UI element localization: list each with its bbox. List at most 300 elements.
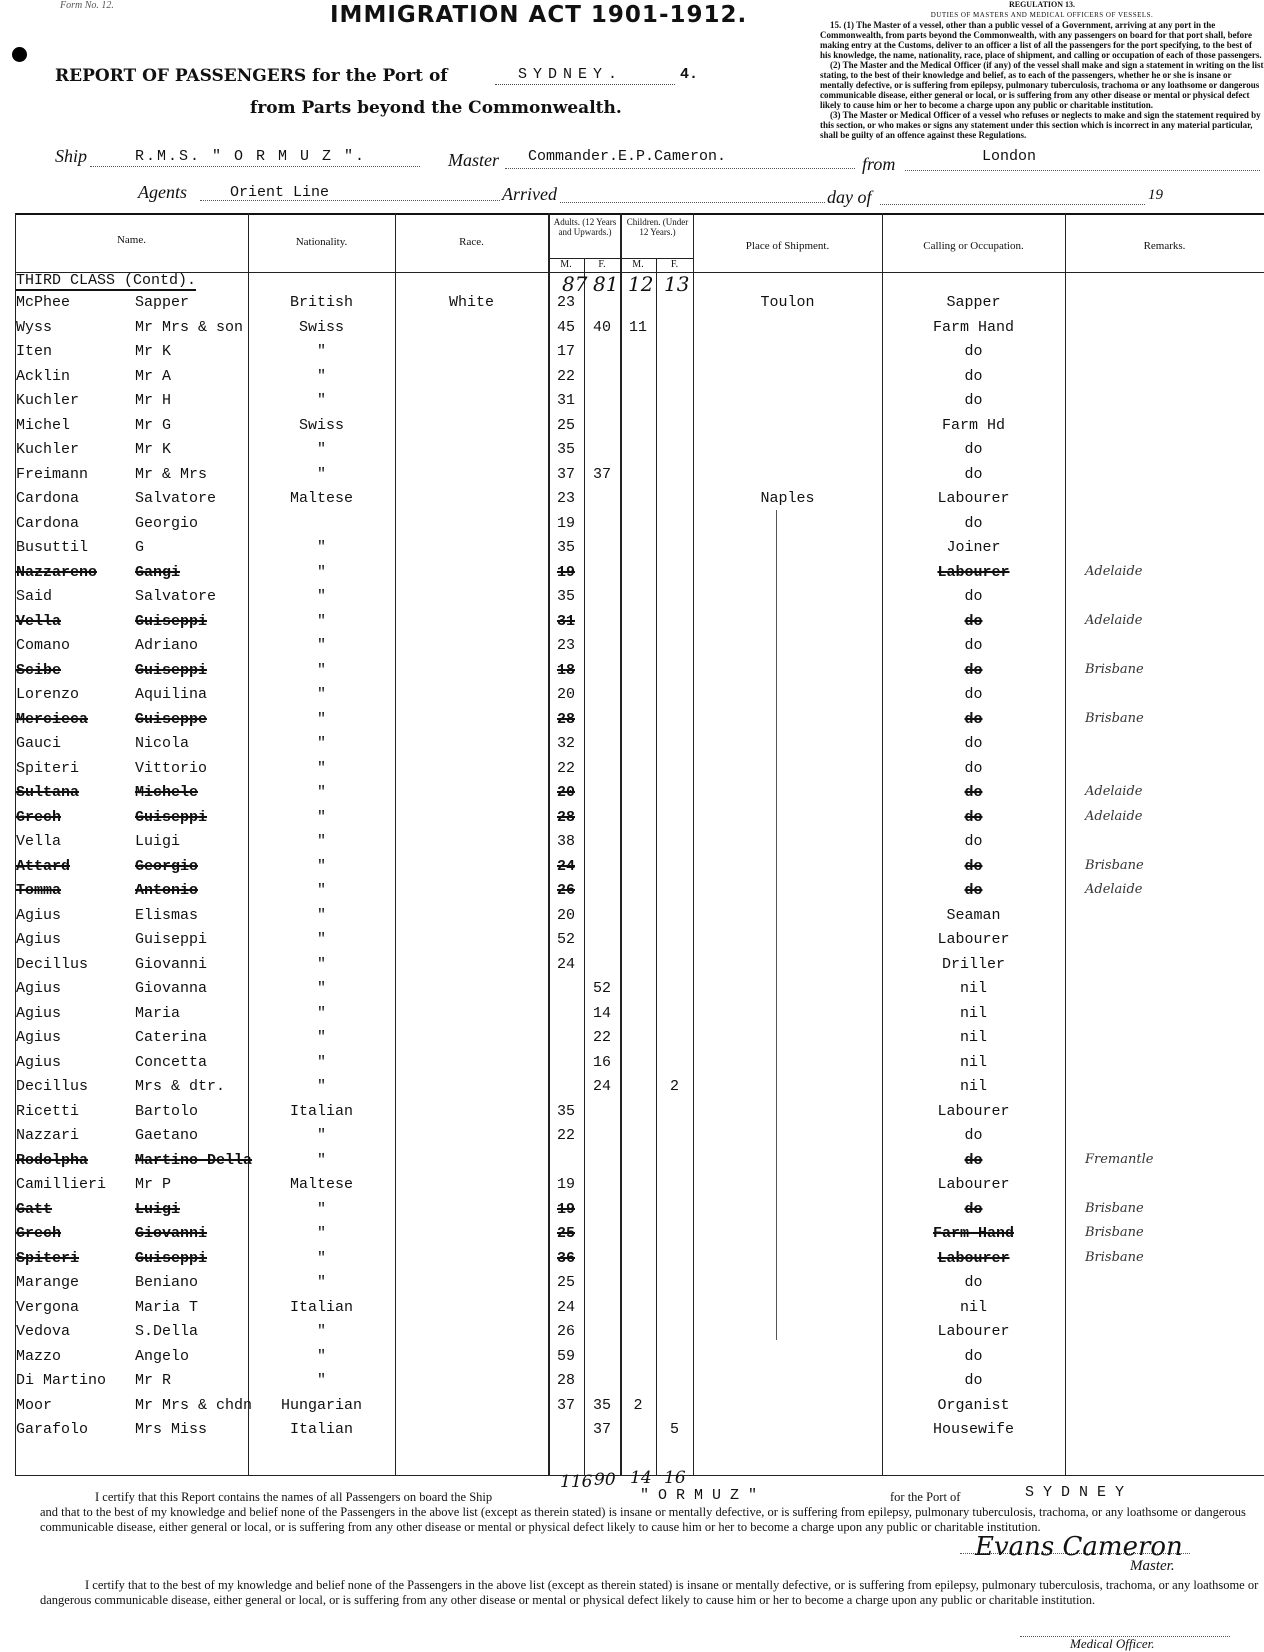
table-row <box>0 1174 1264 1197</box>
adult-male-age: 20 <box>556 686 575 703</box>
passenger-nationality: " <box>316 931 326 948</box>
master-label: Master <box>448 150 499 170</box>
passenger-surname: Iten <box>16 343 53 360</box>
passenger-given-name: Salvatore <box>135 588 217 605</box>
passenger-surname: Moor <box>16 1396 53 1414</box>
th-remarks: Remarks. <box>1143 240 1186 252</box>
th-child-m: M. <box>632 259 644 270</box>
passenger-surname: Busuttil <box>16 539 89 556</box>
cert-port-label: for the Port of <box>890 1490 961 1504</box>
adult-male-age: 22 <box>556 1127 575 1144</box>
remarks: Adelaide <box>1085 563 1143 579</box>
passenger-given-name: Luigi <box>135 1200 181 1218</box>
child-female-age: 5 <box>669 1421 679 1438</box>
table-row <box>0 537 1264 560</box>
passenger-given-name: Aquilina <box>135 686 208 703</box>
passenger-given-name: S.Della <box>135 1323 199 1340</box>
passenger-nationality: " <box>316 906 326 924</box>
passenger-given-name: Mr H <box>135 392 172 409</box>
table-row <box>0 1125 1264 1148</box>
adult-male-age: 24 <box>556 955 575 973</box>
adult-male-age: 23 <box>556 637 575 654</box>
adult-male-age: 37 <box>556 465 575 483</box>
adult-female-age: 52 <box>592 980 611 997</box>
passenger-surname: Decillus <box>16 955 89 973</box>
passenger-surname: Kuchler <box>16 392 80 409</box>
passenger-nationality: " <box>316 1200 326 1218</box>
occupation: do <box>964 808 983 826</box>
occupation: do <box>964 857 983 875</box>
adult-male-age: 19 <box>556 1176 575 1193</box>
table-row <box>0 439 1264 462</box>
passenger-given-name: Guiseppi <box>135 808 208 826</box>
passenger-nationality: Maltese <box>289 490 353 507</box>
remarks: Adelaide <box>1085 784 1143 799</box>
passenger-given-name: Bartolo <box>135 1102 199 1120</box>
remarks: Brisbane <box>1085 857 1144 873</box>
passenger-given-name: Mr Mrs & chdn <box>135 1396 253 1414</box>
table-row <box>0 635 1264 658</box>
adult-male-age: 25 <box>556 416 575 434</box>
passenger-surname: McPhee <box>16 294 71 311</box>
occupation: do <box>964 661 983 679</box>
child-female-age: 2 <box>669 1078 679 1095</box>
table-row <box>0 611 1264 634</box>
form-number: Form No. 12. <box>60 0 114 11</box>
occupation: do <box>964 1151 983 1169</box>
master-signature: Evans Cameron <box>975 1532 1183 1562</box>
occupation: nil <box>959 980 987 997</box>
remarks: Brisbane <box>1085 710 1144 726</box>
table-row <box>0 1076 1264 1099</box>
regulation-para-3: (3) The Master or Medical Officer of a vessel who refuses or neglects to make and sign the statement required by this section, or who makes or signs any statement under this section which is incorrect in any material particular, shall be guilty of an offence against these Regulations. <box>820 110 1261 140</box>
adult-female-age: 24 <box>592 1078 611 1095</box>
occupation: Sapper <box>946 294 1001 311</box>
adult-male-age: 32 <box>556 735 575 752</box>
passenger-given-name: Caterina <box>135 1029 208 1046</box>
remarks: Fremantle <box>1085 1151 1154 1167</box>
occupation: Labourer <box>937 563 1010 581</box>
passenger-surname: Agius <box>16 1004 62 1022</box>
table-row <box>0 929 1264 952</box>
passenger-given-name: Giovanna <box>135 980 208 997</box>
table-row <box>0 856 1264 879</box>
act-title: IMMIGRATION ACT 1901-1912. <box>330 2 748 28</box>
table-row <box>0 709 1264 732</box>
passenger-surname: Agius <box>16 931 62 948</box>
table-row <box>0 1003 1264 1026</box>
occupation: do <box>964 637 983 654</box>
passenger-surname: Wyss <box>16 318 53 336</box>
ship-line <box>90 166 420 167</box>
passenger-given-name: Guiseppe <box>135 710 208 728</box>
adult-male-age: 22 <box>556 367 575 385</box>
cert-ship: " O R M U Z " <box>640 1487 758 1504</box>
adult-male-age: 28 <box>556 710 575 728</box>
passenger-given-name: Georgio <box>135 857 199 875</box>
occupation: do <box>964 392 983 409</box>
report-label: REPORT OF PASSENGERS for the Port of <box>55 66 448 86</box>
port-name: SYDNEY. <box>518 66 624 83</box>
passenger-nationality: " <box>316 367 326 385</box>
th-children: Children. (Under 12 Years.) <box>626 217 689 237</box>
table-row <box>0 415 1264 438</box>
cert-port: S Y D N E Y <box>1025 1484 1125 1501</box>
year-label: 19 <box>1148 187 1163 203</box>
table-row <box>0 586 1264 609</box>
passenger-nationality: " <box>316 465 326 483</box>
passenger-nationality: " <box>316 588 326 605</box>
occupation: Organist <box>937 1396 1010 1414</box>
passenger-given-name: Elismas <box>135 906 199 924</box>
table-row <box>0 1150 1264 1173</box>
adult-female-age: 37 <box>592 1421 611 1438</box>
table-row <box>0 954 1264 977</box>
table-row <box>0 978 1264 1001</box>
passenger-surname: Garafolo <box>16 1421 89 1438</box>
cert-master-line1: I certify that this Report contains the names of all Passengers on board the Ship <box>95 1490 493 1504</box>
passenger-given-name: Vittorio <box>135 759 208 777</box>
passenger-surname: Sultana <box>16 784 80 801</box>
passenger-given-name: Martino Della <box>135 1151 253 1169</box>
occupation: do <box>964 1127 983 1144</box>
agents-label: Agents <box>138 182 187 202</box>
passenger-nationality: Swiss <box>298 416 344 434</box>
passenger-surname: Gatt <box>16 1200 53 1218</box>
passenger-nationality: " <box>316 857 326 875</box>
occupation: do <box>964 612 983 630</box>
adult-male-age: 45 <box>556 318 575 336</box>
from-parts: from Parts beyond the Commonwealth. <box>250 98 622 118</box>
adult-male-age: 20 <box>556 784 575 801</box>
passenger-given-name: Guiseppi <box>135 931 208 948</box>
table-row <box>0 488 1264 511</box>
passenger-surname: Cardona <box>16 490 80 507</box>
occupation: do <box>964 784 983 801</box>
occupation: Labourer <box>937 490 1010 507</box>
adult-male-age: 17 <box>556 343 575 360</box>
adult-female-age: 14 <box>592 1004 611 1022</box>
occupation: do <box>964 465 983 483</box>
agents-name: Orient Line <box>230 184 330 201</box>
passenger-surname: Tomma <box>16 882 62 899</box>
th-adult-m: M. <box>560 259 572 270</box>
passenger-nationality: " <box>316 661 326 679</box>
passenger-given-name: Gangi <box>135 563 181 581</box>
table-row <box>0 390 1264 413</box>
adult-male-age: 31 <box>556 392 575 409</box>
th-adults: Adults. (12 Years and Upwards.) <box>553 217 617 237</box>
passenger-surname: Spiteri <box>16 759 80 777</box>
from-label: from <box>862 154 896 174</box>
passenger-nationality: " <box>316 392 326 409</box>
passenger-given-name: Mr K <box>135 343 172 360</box>
passenger-nationality: " <box>316 1225 326 1242</box>
passenger-nationality: " <box>316 441 326 458</box>
adult-male-age: 38 <box>556 833 575 850</box>
passenger-surname: Said <box>16 588 53 605</box>
occupation: Labourer <box>937 1176 1010 1193</box>
passenger-nationality: " <box>316 1127 326 1144</box>
adult-male-age: 25 <box>556 1225 575 1242</box>
occupation: do <box>964 710 983 728</box>
occupation: Farm Hand <box>932 1225 1014 1242</box>
port-dotted-line <box>495 84 675 85</box>
adult-female-age: 37 <box>592 465 611 483</box>
passenger-given-name: Nicola <box>135 735 190 752</box>
passenger-given-name: Michele <box>135 784 199 801</box>
occupation: do <box>964 1347 983 1365</box>
passenger-nationality: " <box>316 833 326 850</box>
cert-master-text: and that to the best of my knowledge and belief none of the Passengers in the above list (except as therein stated) is insane or mentally defective, or is suffering from epilepsy, pulmonary tuberculosis, trachoma, or any loathsome or dangerous communicable disease, either general or local, or is suffering from any other disease or mental or physical defect likely to cause him or her to become a charge upon any public or charitable institution. <box>40 1505 1246 1534</box>
passenger-surname: Agius <box>16 906 62 924</box>
adult-male-age: 23 <box>556 490 575 507</box>
occupation: do <box>964 441 983 458</box>
passenger-surname: Gauci <box>16 735 62 752</box>
passenger-given-name: Antonio <box>135 882 199 899</box>
th-nationality: Nationality. <box>295 236 348 248</box>
passenger-nationality: " <box>316 1151 326 1169</box>
day-line <box>880 204 1145 205</box>
occupation: nil <box>959 1053 987 1071</box>
adult-male-age: 18 <box>556 661 575 679</box>
occupation: do <box>964 588 983 605</box>
occupation: do <box>964 759 983 777</box>
occupation: do <box>964 367 983 385</box>
passenger-nationality: " <box>316 1004 326 1022</box>
remarks: Brisbane <box>1085 1249 1144 1265</box>
adult-male-age: 28 <box>556 808 575 826</box>
passenger-surname: Agius <box>16 980 62 997</box>
passenger-nationality: " <box>316 686 326 703</box>
passenger-nationality: " <box>316 808 326 826</box>
adult-male-age: 37 <box>556 1396 575 1414</box>
passenger-race: White <box>448 294 494 311</box>
passenger-surname: Kuchler <box>16 441 80 458</box>
ship-name: R.M.S. " O R M U Z ". <box>135 148 367 165</box>
table-row <box>0 292 1264 315</box>
passenger-given-name: Adriano <box>135 637 199 654</box>
passenger-surname: Grech <box>16 1225 62 1242</box>
passenger-given-name: Sapper <box>135 294 190 311</box>
th-adult-f: F. <box>598 259 606 270</box>
passenger-nationality: " <box>316 784 326 801</box>
occupation: Driller <box>941 955 1005 973</box>
ship-label: Ship <box>55 146 88 166</box>
passenger-nationality: Italian <box>289 1298 353 1316</box>
punch-hole <box>12 47 27 62</box>
passenger-given-name: Angelo <box>135 1347 190 1365</box>
passenger-given-name: Luigi <box>135 833 181 850</box>
remarks: Adelaide <box>1085 882 1143 897</box>
passenger-nationality: " <box>316 1078 326 1095</box>
table-row <box>0 513 1264 536</box>
remarks: Brisbane <box>1085 661 1144 677</box>
cert-medical-text: I certify that to the best of my knowledge and belief none of the Passengers in the above list (except as therein stated) is insane or mentally defective, or is suffering from epilepsy, pulmonary tuberculosis, trachoma, or any loathsome or dangerous communicable disease, either general or local, or is suffering from any other disease or mental or physical defect likely to cause him or her to become a charge upon any public or charitable institution. <box>40 1578 1259 1607</box>
passenger-surname: Vergona <box>16 1298 80 1316</box>
occupation: Labourer <box>937 1323 1010 1340</box>
port-number: 4. <box>680 66 699 83</box>
passenger-surname: Di Martino <box>16 1372 107 1389</box>
adult-female-age: 35 <box>592 1396 611 1414</box>
passenger-surname: Nazzareno <box>16 563 98 581</box>
occupation: Farm Hand <box>932 318 1014 336</box>
passenger-nationality: " <box>316 710 326 728</box>
passenger-given-name: Concetta <box>135 1053 208 1071</box>
adult-male-age: 23 <box>556 294 575 311</box>
adult-male-age: 59 <box>556 1347 575 1365</box>
section-heading: THIRD CLASS (Contd). <box>16 272 197 289</box>
table-row <box>0 733 1264 756</box>
passenger-nationality: " <box>316 539 326 556</box>
table-row <box>0 831 1264 854</box>
passenger-nationality: " <box>316 1249 326 1267</box>
table-row <box>0 1248 1264 1271</box>
table-row <box>0 684 1264 707</box>
table-row <box>0 880 1264 903</box>
adult-female-age: 22 <box>592 1029 611 1046</box>
table-row <box>0 562 1264 585</box>
table-row <box>0 1395 1264 1418</box>
passenger-given-name: Guiseppi <box>135 661 208 679</box>
table-row <box>0 317 1264 340</box>
occupation: nil <box>959 1298 987 1316</box>
table-row <box>0 1199 1264 1222</box>
table-row <box>0 366 1264 389</box>
th-name: Name. <box>116 234 146 246</box>
adult-male-age: 19 <box>556 514 575 532</box>
passenger-surname: Mazzo <box>16 1347 62 1365</box>
passenger-surname: Freimann <box>16 465 89 483</box>
master-label: Master. <box>1130 1558 1175 1574</box>
total-top-af: 81 <box>593 272 619 296</box>
occupation: nil <box>959 1078 987 1095</box>
table-row <box>0 1321 1264 1344</box>
table-row <box>0 660 1264 683</box>
passenger-surname: Acklin <box>16 367 71 385</box>
passenger-given-name: G <box>135 539 145 556</box>
passenger-surname: Comano <box>16 637 71 654</box>
table-row <box>0 1419 1264 1442</box>
passenger-given-name: Mr Mrs & son <box>135 318 244 336</box>
passenger-nationality: " <box>316 1372 326 1389</box>
passenger-surname: Agius <box>16 1029 62 1046</box>
passenger-nationality: Maltese <box>289 1176 353 1193</box>
passenger-nationality: " <box>316 1029 326 1046</box>
adult-male-age: 35 <box>556 588 575 605</box>
th-race: Race. <box>459 236 484 248</box>
occupation: Seaman <box>946 906 1001 924</box>
place-of-shipment: Naples <box>760 490 815 507</box>
remarks: Brisbane <box>1085 1225 1144 1240</box>
passenger-nationality: " <box>316 637 326 654</box>
adult-male-age: 36 <box>556 1249 575 1267</box>
adult-male-age: 35 <box>556 539 575 556</box>
occupation: do <box>964 1372 983 1389</box>
total-bottom-am: 116 <box>560 1472 593 1492</box>
table-row <box>0 1223 1264 1246</box>
arrived-label: Arrived <box>502 184 557 204</box>
passenger-nationality: " <box>316 759 326 777</box>
table-row <box>0 341 1264 364</box>
adult-female-age: 16 <box>592 1053 611 1071</box>
passenger-nationality: Hungarian <box>280 1396 362 1414</box>
passenger-given-name: Beniano <box>135 1274 199 1291</box>
occupation: do <box>964 735 983 752</box>
adult-male-age: 25 <box>556 1274 575 1291</box>
regulation-para-2: (2) The Master and the Medical Officer (if any) of the vessel shall make and sign a statement in writing on the list stating, to the best of their knowledge and belief, as to each of the passengers, whether he or she is insane or mentally defective, or is suffering from epilepsy, pulmonary tuberculosis, trachoma or any loathsome or dangerous communicable disease, either general or local, or is suffering from any other disease or mental or physical defect likely to cause him or her to become a charge upon any public or charitable institution. <box>820 60 1264 110</box>
passenger-surname: Cardona <box>16 514 80 532</box>
total-top-am: 87 <box>562 272 588 296</box>
passenger-given-name: Guiseppi <box>135 1249 208 1267</box>
table-row <box>0 1346 1264 1369</box>
passenger-given-name: Giovanni <box>135 955 208 973</box>
passenger-nationality: Italian <box>289 1421 353 1438</box>
passenger-surname: Camillieri <box>16 1176 107 1193</box>
regulation-heading: REGULATION 13. <box>1008 0 1076 9</box>
passenger-surname: Michel <box>16 416 71 434</box>
occupation: do <box>964 343 983 360</box>
occupation: Joiner <box>946 539 1001 556</box>
passenger-surname: Agius <box>16 1053 62 1071</box>
table-row <box>0 1272 1264 1295</box>
passenger-given-name: Guiseppi <box>135 612 208 630</box>
table-row <box>0 1370 1264 1393</box>
passenger-given-name: Mr & Mrs <box>135 465 208 483</box>
total-bottom-cf: 16 <box>664 1468 686 1488</box>
passenger-surname: Spiteri <box>16 1249 80 1267</box>
passenger-nationality: " <box>316 1323 326 1340</box>
passenger-nationality: " <box>316 612 326 630</box>
passenger-nationality: " <box>316 882 326 899</box>
adult-male-age: 26 <box>556 882 575 899</box>
master-name: Commander.E.P.Cameron. <box>528 148 727 165</box>
passenger-given-name: Mrs Miss <box>135 1421 208 1438</box>
medical-label: Medical Officer. <box>1070 1636 1155 1651</box>
regulation-box <box>820 0 1264 140</box>
passenger-surname: Ricetti <box>16 1102 80 1120</box>
total-bottom-af: 90 <box>594 1470 616 1490</box>
place-of-shipment: Toulon <box>760 294 815 311</box>
child-male-age: 2 <box>633 1396 643 1414</box>
adult-male-age: 19 <box>556 563 575 581</box>
arrived-line <box>560 202 825 203</box>
occupation: do <box>964 1274 983 1291</box>
adult-male-age: 22 <box>556 759 575 777</box>
adult-male-age: 31 <box>556 612 575 630</box>
table-row <box>0 905 1264 928</box>
passenger-nationality: " <box>316 1053 326 1071</box>
adult-male-age: 19 <box>556 1200 575 1218</box>
occupation: Farm Hd <box>941 416 1005 434</box>
passenger-nationality: " <box>316 980 326 997</box>
from-port: London <box>982 148 1037 165</box>
passenger-surname: Decillus <box>16 1078 89 1095</box>
passenger-nationality: " <box>316 955 326 973</box>
occupation: do <box>964 833 983 850</box>
table-row <box>0 807 1264 830</box>
table-row <box>0 464 1264 487</box>
occupation: do <box>964 686 983 703</box>
passenger-nationality: Swiss <box>298 318 344 336</box>
passenger-surname: Marange <box>16 1274 80 1291</box>
passenger-given-name: Mr A <box>135 367 172 385</box>
adult-male-age: 35 <box>556 1102 575 1120</box>
total-top-cm: 12 <box>628 272 654 296</box>
passenger-given-name: Maria T <box>135 1298 199 1316</box>
passenger-nationality: British <box>289 294 353 311</box>
passenger-given-name: Georgio <box>135 514 199 532</box>
